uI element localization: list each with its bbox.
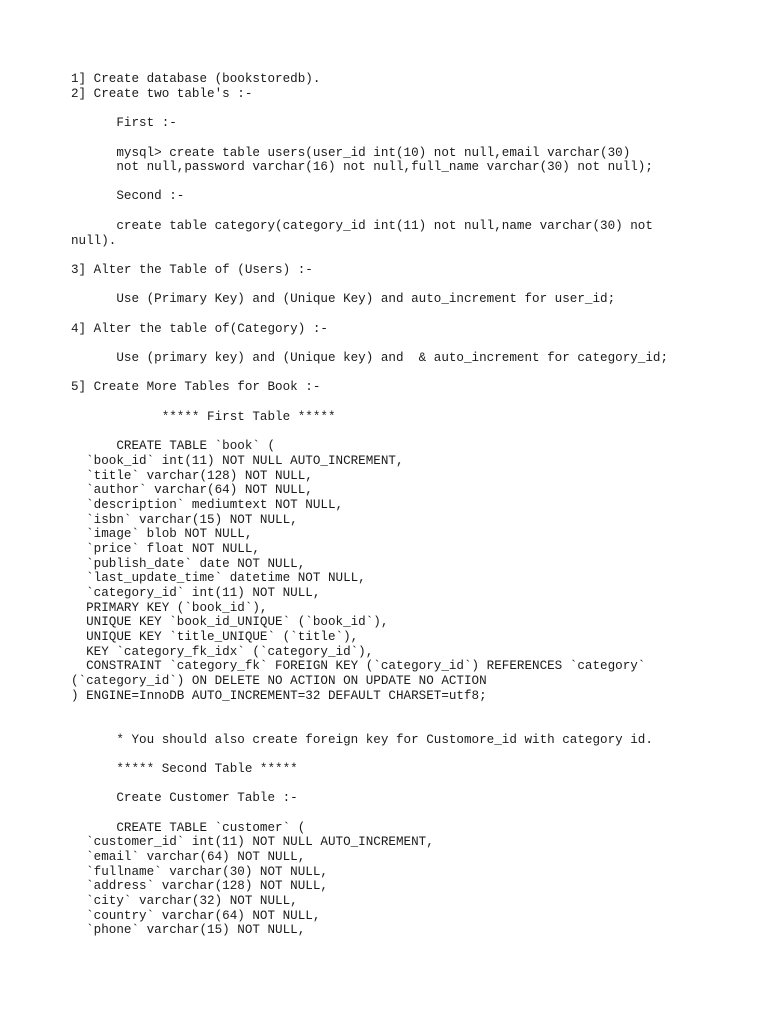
text-line: UNIQUE KEY `book_id_UNIQUE` (`book_id`),	[71, 615, 389, 629]
text-line: 3] Alter the Table of (Users) :-	[71, 263, 313, 277]
text-line: `fullname` varchar(30) NOT NULL,	[71, 865, 328, 879]
text-line: CREATE TABLE `customer` (	[71, 821, 306, 835]
text-line: `price` float NOT NULL,	[71, 542, 260, 556]
text-line: `phone` varchar(15) NOT NULL,	[71, 923, 306, 937]
text-line: PRIMARY KEY (`book_id`),	[71, 601, 268, 615]
text-line: `city` varchar(32) NOT NULL,	[71, 894, 298, 908]
text-line: (`category_id`) ON DELETE NO ACTION ON UPDATE NO ACTION	[71, 674, 487, 688]
text-line: 2] Create two table's :-	[71, 87, 253, 101]
text-line: mysql> create table users(user_id int(10) not null,email varchar(30)	[71, 146, 631, 160]
text-line: `isbn` varchar(15) NOT NULL,	[71, 513, 298, 527]
text-line: CREATE TABLE `book` (	[71, 439, 276, 453]
text-line: ***** First Table *****	[71, 410, 336, 424]
text-line: `description` mediumtext NOT NULL,	[71, 498, 344, 512]
text-line: `book_id` int(11) NOT NULL AUTO_INCREMENT,	[71, 454, 404, 468]
text-line: null).	[71, 234, 117, 248]
text-line: UNIQUE KEY `title_UNIQUE` (`title`),	[71, 630, 359, 644]
text-line: Second :-	[71, 189, 185, 203]
text-line: ) ENGINE=InnoDB AUTO_INCREMENT=32 DEFAULT CHARSET=utf8;	[71, 689, 487, 703]
text-line: 4] Alter the table of(Category) :-	[71, 322, 328, 336]
text-line: `category_id` int(11) NOT NULL,	[71, 586, 321, 600]
text-line: CONSTRAINT `category_fk` FOREIGN KEY (`category_id`) REFERENCES `category`	[71, 659, 646, 673]
text-line: create table category(category_id int(11) not null,name varchar(30) not	[71, 219, 653, 233]
text-line: `customer_id` int(11) NOT NULL AUTO_INCREMENT,	[71, 835, 434, 849]
text-line: `image` blob NOT NULL,	[71, 527, 253, 541]
text-line: * You should also create foreign key for Customore_id with category id.	[71, 733, 653, 747]
text-line: `email` varchar(64) NOT NULL,	[71, 850, 306, 864]
text-line: Create Customer Table :-	[71, 791, 298, 805]
text-line: `address` varchar(128) NOT NULL,	[71, 879, 328, 893]
text-line: 1] Create database (bookstoredb).	[71, 72, 321, 86]
text-line: `last_update_time` datetime NOT NULL,	[71, 571, 366, 585]
text-line: Use (primary key) and (Unique key) and & auto_increment for category_id;	[71, 351, 669, 365]
text-line: 5] Create More Tables for Book :-	[71, 380, 321, 394]
text-line: Use (Primary Key) and (Unique Key) and auto_increment for user_id;	[71, 292, 616, 306]
text-line: ***** Second Table *****	[71, 762, 298, 776]
text-line: `country` varchar(64) NOT NULL,	[71, 909, 321, 923]
text-line: `title` varchar(128) NOT NULL,	[71, 469, 313, 483]
text-line: `author` varchar(64) NOT NULL,	[71, 483, 313, 497]
text-line: First :-	[71, 116, 177, 130]
text-line: KEY `category_fk_idx` (`category_id`),	[71, 645, 374, 659]
text-line: `publish_date` date NOT NULL,	[71, 557, 306, 571]
text-line: not null,password varchar(16) not null,full_name varchar(30) not null);	[71, 160, 653, 174]
